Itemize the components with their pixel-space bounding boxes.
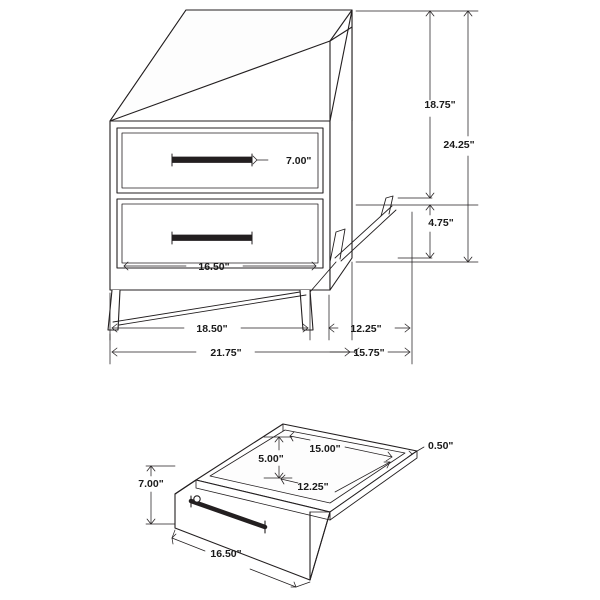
- label-4-75: 4.75": [428, 217, 454, 229]
- label-18-50: 18.50": [196, 323, 228, 335]
- label-drawer-12-25: 12.25": [297, 481, 329, 493]
- label-drawer-7-00: 7.00": [138, 478, 164, 490]
- label-21-75: 21.75": [210, 347, 242, 359]
- label-drawer-5-00: 5.00": [258, 453, 284, 465]
- lower-drawer-front: [117, 199, 323, 268]
- label-7-00: 7.00": [286, 155, 312, 167]
- label-24-25: 24.25": [443, 139, 475, 151]
- label-12-25: 12.25": [350, 323, 382, 335]
- label-15-75: 15.75": [353, 347, 385, 359]
- label-drawer-0-50: 0.50": [428, 440, 454, 452]
- label-16-50: 16.50": [198, 261, 230, 273]
- label-drawer-15-00: 15.00": [309, 443, 341, 455]
- label-18-75: 18.75": [424, 99, 456, 111]
- label-drawer-16-50: 16.50": [210, 548, 242, 560]
